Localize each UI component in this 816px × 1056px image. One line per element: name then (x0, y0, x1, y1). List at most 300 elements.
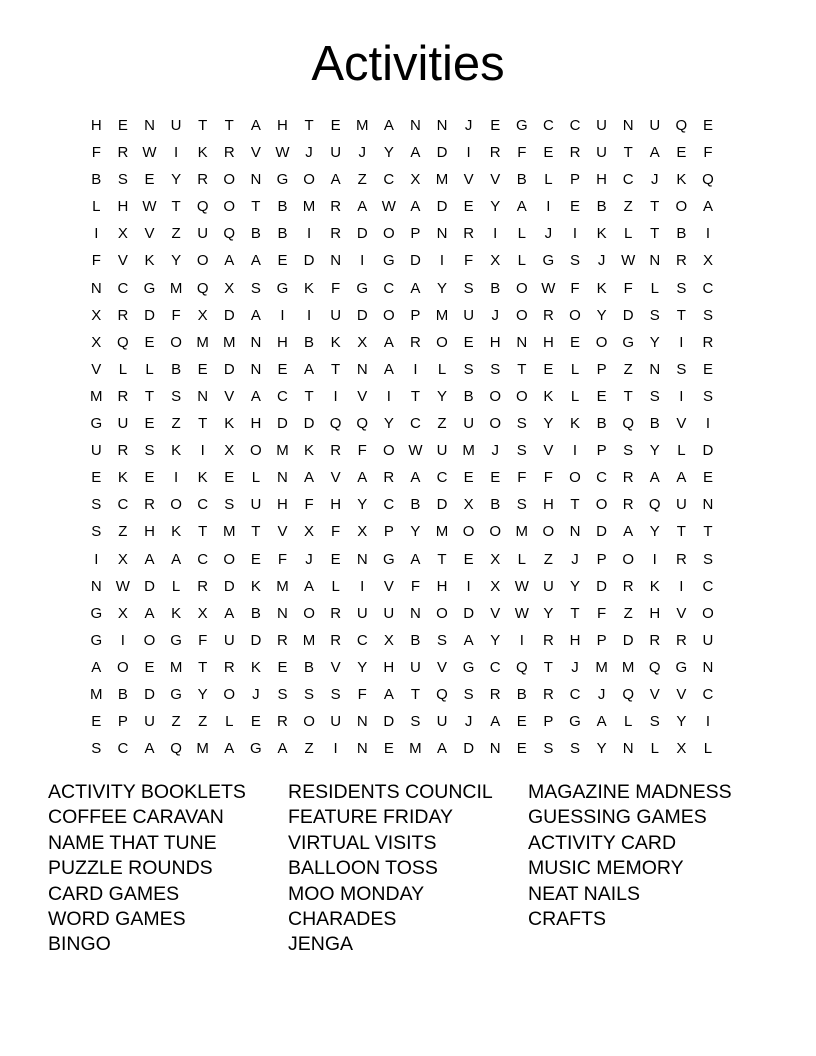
grid-letter: V (117, 252, 128, 270)
grid-letter: M (435, 523, 449, 541)
grid-letter: C (117, 740, 129, 758)
grid-letter: O (515, 306, 528, 324)
grid-letter: E (569, 333, 580, 351)
grid-letter: S (490, 360, 501, 378)
grid-letter: W (142, 198, 157, 216)
grid-letter: A (250, 387, 261, 405)
grid-letter: Y (197, 685, 208, 703)
grid-letter: B (250, 225, 261, 243)
grid-letter: O (702, 604, 714, 622)
grid-letter: D (250, 631, 262, 649)
grid-letter: N (330, 252, 342, 270)
grid-letter: G (170, 631, 182, 649)
grid-letter: B (463, 387, 474, 405)
grid-letter: B (171, 360, 182, 378)
grid-letter: Y (543, 604, 554, 622)
grid-letter: A (357, 469, 368, 487)
grid-letter: Y (357, 496, 368, 514)
grid-letter: E (144, 658, 155, 676)
grid-letter: A (702, 198, 713, 216)
grid-letter: C (622, 171, 634, 189)
grid-letter: Z (623, 198, 633, 216)
grid-letter: Y (676, 713, 687, 731)
grid-row (83, 627, 721, 654)
grid-letter: I (466, 577, 471, 595)
grid-letter: J (252, 685, 260, 703)
grid-letter: K (569, 415, 580, 433)
grid-letter: M (223, 333, 236, 351)
grid-letter: T (650, 225, 660, 243)
grid-letter: B (410, 631, 421, 649)
grid-letter: M (196, 333, 209, 351)
grid-letter: X (224, 279, 235, 297)
grid-letter: O (675, 198, 688, 216)
grid-letter: M (621, 658, 635, 676)
word-list-item: JENGA (288, 933, 354, 956)
grid-letter: W (514, 577, 529, 595)
grid-letter: A (516, 198, 527, 216)
grid-letter: S (91, 496, 102, 514)
grid-letter: M (435, 306, 449, 324)
grid-letter: I (679, 577, 684, 595)
grid-letter: O (489, 387, 502, 405)
grid-letter: C (410, 415, 421, 433)
grid-letter: H (90, 117, 102, 134)
grid-letter: M (169, 658, 183, 676)
grid-letter: R (569, 144, 581, 162)
grid-letter: C (277, 387, 288, 405)
grid-letter: V (676, 415, 687, 433)
grid-letter: Z (118, 523, 128, 541)
grid-letter: X (224, 442, 235, 460)
grid-letter: M (409, 740, 422, 758)
grid-letter: E (330, 550, 341, 568)
grid-letter: B (649, 415, 660, 433)
grid-letter: B (117, 685, 128, 703)
word-list-item: CHARADES (288, 908, 397, 931)
grid-letter: A (410, 550, 421, 568)
grid-letter: K (197, 469, 208, 487)
grid-letter: E (91, 469, 102, 487)
grid-letter: N (144, 117, 155, 134)
grid-letter: U (542, 577, 554, 595)
grid-letter: L (118, 360, 128, 378)
grid-letter: A (410, 198, 421, 216)
grid-letter: L (225, 713, 234, 731)
grid-letter: B (304, 333, 315, 351)
grid-letter: M (462, 442, 475, 460)
grid-letter: B (277, 225, 288, 243)
grid-letter: I (546, 198, 551, 216)
grid-letter: V (437, 658, 448, 676)
grid-letter: Y (543, 415, 554, 433)
grid-letter: E (702, 360, 713, 378)
grid-letter: E (596, 387, 607, 405)
grid-letter: U (410, 658, 421, 676)
grid-letter: S (569, 740, 580, 758)
grid-letter: K (117, 469, 128, 487)
grid-letter: J (464, 117, 473, 134)
grid-letter: I (173, 144, 179, 162)
grid-letter: E (490, 117, 501, 134)
grid-letter: T (304, 117, 314, 134)
grid-letter: I (173, 469, 179, 487)
grid-letter: G (356, 279, 369, 297)
grid-letter: L (251, 469, 261, 487)
grid-letter: Y (649, 442, 660, 460)
grid-letter: Y (490, 631, 501, 649)
grid-letter: E (117, 117, 128, 134)
grid-letter: L (624, 225, 633, 243)
grid-letter: B (516, 685, 527, 703)
grid-letter: V (490, 604, 501, 622)
grid-letter: Y (649, 333, 660, 351)
grid-letter: G (276, 279, 289, 297)
grid-letter: G (542, 252, 555, 270)
grid-letter: B (490, 496, 501, 514)
grid-letter: O (515, 279, 528, 297)
grid-letter: L (92, 198, 101, 216)
grid-letter: M (223, 523, 236, 541)
grid-letter: M (302, 631, 316, 649)
grid-letter: P (410, 306, 421, 324)
grid-letter: I (679, 333, 684, 351)
grid-letter: V (676, 685, 687, 703)
grid-letter: O (223, 550, 236, 568)
grid-letter: S (516, 415, 527, 433)
grid-letter: C (356, 631, 368, 649)
grid-row (83, 302, 721, 329)
grid-letter: U (356, 604, 368, 622)
page-title: Activities (311, 37, 505, 91)
grid-letter: F (357, 685, 367, 703)
grid-letter: C (702, 685, 714, 703)
grid-letter: E (463, 333, 474, 351)
grid-letter: O (462, 523, 475, 541)
grid-letter: I (333, 387, 338, 405)
grid-letter: C (383, 171, 395, 189)
grid-letter: C (436, 469, 448, 487)
grid-letter: Q (117, 333, 129, 351)
grid-letter: E (250, 713, 261, 731)
grid-letter: J (305, 144, 313, 162)
grid-letter: A (304, 360, 315, 378)
grid-letter: F (623, 279, 633, 297)
grid-letter: T (251, 523, 261, 541)
grid-letter: U (330, 144, 342, 162)
grid-letter: L (517, 550, 526, 568)
grid-letter: H (117, 198, 129, 216)
grid-letter: R (330, 442, 342, 460)
grid-letter: J (571, 658, 579, 676)
grid-letter: R (330, 225, 342, 243)
grid-letter: K (171, 442, 182, 460)
grid-letter: E (702, 469, 713, 487)
grid-letter: U (330, 713, 342, 731)
grid-letter: A (676, 469, 687, 487)
grid-letter: G (675, 658, 688, 676)
grid-letter: Y (437, 387, 448, 405)
grid-letter: O (250, 442, 262, 460)
grid-letter: L (331, 577, 340, 595)
grid-letter: D (436, 496, 448, 514)
word-list-item: ACTIVITY CARD (528, 831, 677, 854)
grid-letter: F (91, 252, 101, 270)
word-list-item: NAME THAT TUNE (48, 831, 217, 854)
grid-letter: Y (649, 523, 660, 541)
grid-letter: H (277, 496, 288, 514)
grid-letter: D (622, 306, 634, 324)
grid-letter: B (596, 198, 607, 216)
grid-letter: C (542, 117, 554, 134)
grid-letter: N (356, 713, 368, 731)
grid-letter: S (649, 713, 660, 731)
word-column (528, 780, 768, 958)
word-list-item: COFFEE CARAVAN (48, 806, 224, 829)
grid-letter: O (569, 469, 581, 487)
grid-letter: X (490, 550, 501, 568)
grid-letter: M (90, 685, 103, 703)
grid-letter: N (250, 360, 262, 378)
grid-letter: Z (198, 713, 208, 731)
grid-letter: S (304, 685, 315, 703)
grid-letter: I (705, 225, 711, 243)
grid-row (83, 247, 721, 274)
grid-letter: E (676, 144, 687, 162)
grid-letter: V (250, 144, 261, 162)
grid-row (83, 735, 721, 762)
grid-letter: H (436, 577, 448, 595)
grid-letter: O (382, 306, 395, 324)
grid-letter: D (223, 577, 235, 595)
grid-letter: T (198, 117, 208, 134)
word-list-item: BINGO (48, 933, 111, 956)
grid-letter: D (383, 713, 395, 731)
grid-letter: L (437, 360, 447, 378)
grid-letter: N (516, 333, 528, 351)
grid-letter: N (702, 496, 714, 514)
grid-row (83, 437, 721, 464)
grid-letter: U (223, 631, 235, 649)
grid-letter: X (304, 523, 315, 541)
grid-letter: R (117, 442, 129, 460)
grid-row (83, 139, 721, 166)
grid-letter: E (330, 117, 341, 134)
grid-letter: A (224, 252, 235, 270)
grid-letter: V (330, 658, 341, 676)
grid-letter: U (144, 713, 155, 731)
grid-letter: N (250, 333, 262, 351)
grid-letter: Z (171, 225, 181, 243)
grid-letter: B (516, 171, 527, 189)
grid-letter: N (702, 658, 714, 676)
grid-letter: A (304, 469, 315, 487)
grid-letter: W (115, 577, 130, 595)
grid-letter: I (200, 442, 205, 460)
grid-letter: J (544, 225, 553, 243)
grid-letter: K (304, 279, 315, 297)
grid-letter: T (198, 523, 208, 541)
grid-letter: S (649, 387, 660, 405)
grid-row (83, 518, 721, 545)
grid-letter: N (277, 604, 288, 622)
word-list-item: WORD GAMES (48, 908, 186, 931)
word-list-item: ACTIVITY BOOKLETS (48, 781, 246, 803)
grid-letter: B (250, 604, 261, 622)
grid-letter: X (91, 306, 102, 324)
grid-letter: C (569, 685, 581, 703)
grid-letter: E (277, 360, 288, 378)
grid-letter: E (224, 469, 235, 487)
grid-letter: L (677, 442, 686, 460)
grid-letter: K (596, 279, 607, 297)
grid-letter: D (277, 415, 288, 433)
grid-letter: M (196, 740, 209, 758)
grid-letter: K (224, 415, 235, 433)
grid-letter: N (622, 117, 634, 134)
grid-letter: D (410, 252, 421, 270)
grid-letter: D (144, 577, 155, 595)
grid-letter: D (622, 631, 634, 649)
grid-letter: P (569, 171, 580, 189)
grid-letter: R (197, 171, 209, 189)
grid-letter: S (702, 550, 713, 568)
grid-letter: A (144, 740, 155, 758)
word-column (48, 780, 288, 958)
grid-letter: S (543, 740, 554, 758)
grid-letter: W (275, 144, 290, 162)
grid-letter: O (196, 252, 209, 270)
grid-letter: C (197, 496, 209, 514)
word-list-item: NEAT NAILS (528, 882, 640, 905)
grid-letter: N (90, 279, 102, 297)
grid-letter: T (570, 604, 580, 622)
grid-letter: O (170, 333, 182, 351)
grid-row (83, 220, 721, 247)
grid-letter: X (490, 252, 501, 270)
grid-letter: C (383, 279, 395, 297)
grid-letter: S (623, 442, 634, 460)
grid-letter: B (304, 658, 315, 676)
grid-letter: I (333, 740, 338, 758)
grid-letter: M (276, 577, 289, 595)
grid-letter: A (330, 171, 341, 189)
grid-letter: Q (196, 279, 209, 297)
grid-letter: S (516, 442, 527, 460)
grid-letter: J (305, 550, 313, 568)
word-list-item: RESIDENTS COUNCIL (288, 781, 493, 803)
grid-letter: L (145, 360, 154, 378)
grid-letter: N (436, 225, 448, 243)
grid-letter: T (224, 117, 234, 134)
grid-letter: X (357, 333, 368, 351)
grid-letter: T (331, 360, 341, 378)
grid-letter: E (197, 360, 208, 378)
grid-letter: K (543, 387, 554, 405)
grid-row (83, 166, 721, 193)
grid-letter: B (676, 225, 687, 243)
grid-letter: T (703, 523, 713, 541)
grid-letter: D (303, 252, 315, 270)
grid-letter: K (171, 523, 182, 541)
grid-letter: J (597, 252, 606, 270)
grid-letter: F (331, 279, 341, 297)
grid-letter: V (144, 225, 155, 243)
grid-letter: L (544, 171, 553, 189)
grid-letter: L (570, 387, 580, 405)
grid-letter: A (596, 713, 607, 731)
grid-letter: N (356, 550, 368, 568)
grid-letter: V (330, 469, 341, 487)
grid-letter: N (649, 252, 661, 270)
grid-letter: U (596, 117, 607, 134)
grid-letter: K (596, 225, 607, 243)
grid-letter: I (94, 550, 99, 568)
grid-letter: Y (596, 740, 607, 758)
grid-letter: H (277, 333, 288, 351)
grid-letter: O (595, 496, 608, 514)
grid-letter: G (90, 604, 103, 622)
grid-letter: F (171, 306, 181, 324)
grid-letter: R (330, 631, 342, 649)
grid-letter: R (675, 252, 687, 270)
grid-letter: D (436, 144, 448, 162)
grid-letter: O (436, 333, 448, 351)
word-list-item: VIRTUAL VISITS (288, 831, 437, 854)
grid-letter: A (410, 144, 421, 162)
grid-letter: R (144, 496, 155, 514)
grid-letter: J (491, 442, 499, 460)
grid-letter: E (702, 117, 713, 134)
grid-letter: D (144, 306, 155, 324)
grid-letter: U (197, 225, 209, 243)
grid-letter: M (595, 658, 608, 676)
grid-letter: H (542, 333, 554, 351)
grid-row (83, 275, 721, 302)
grid-letter: R (197, 577, 209, 595)
grid-letter: R (649, 631, 661, 649)
grid-letter: O (542, 523, 555, 541)
grid-letter: J (597, 685, 606, 703)
grid-letter: N (277, 469, 288, 487)
grid-letter: M (169, 279, 183, 297)
grid-letter: D (303, 415, 315, 433)
grid-letter: K (676, 171, 687, 189)
grid-letter: I (360, 252, 365, 270)
grid-letter: I (120, 631, 125, 649)
grid-letter: X (676, 740, 687, 758)
grid-letter: T (251, 198, 261, 216)
grid-letter: A (383, 685, 394, 703)
grid-letter: I (413, 360, 418, 378)
grid-letter: Q (675, 117, 688, 134)
grid-letter: E (463, 469, 474, 487)
grid-letter: N (90, 577, 102, 595)
grid-letter: E (490, 469, 501, 487)
grid-letter: U (330, 306, 342, 324)
grid-letter: D (223, 306, 235, 324)
grid-letter: I (572, 442, 578, 460)
grid-letter: T (623, 387, 633, 405)
grid-letter: T (410, 685, 420, 703)
grid-letter: A (304, 577, 315, 595)
grid-letter: I (652, 550, 657, 568)
grid-letter: X (702, 252, 713, 270)
grid-letter: Q (329, 415, 342, 433)
grid-letter: S (702, 387, 713, 405)
grid-letter: V (383, 577, 394, 595)
grid-letter: U (596, 144, 607, 162)
